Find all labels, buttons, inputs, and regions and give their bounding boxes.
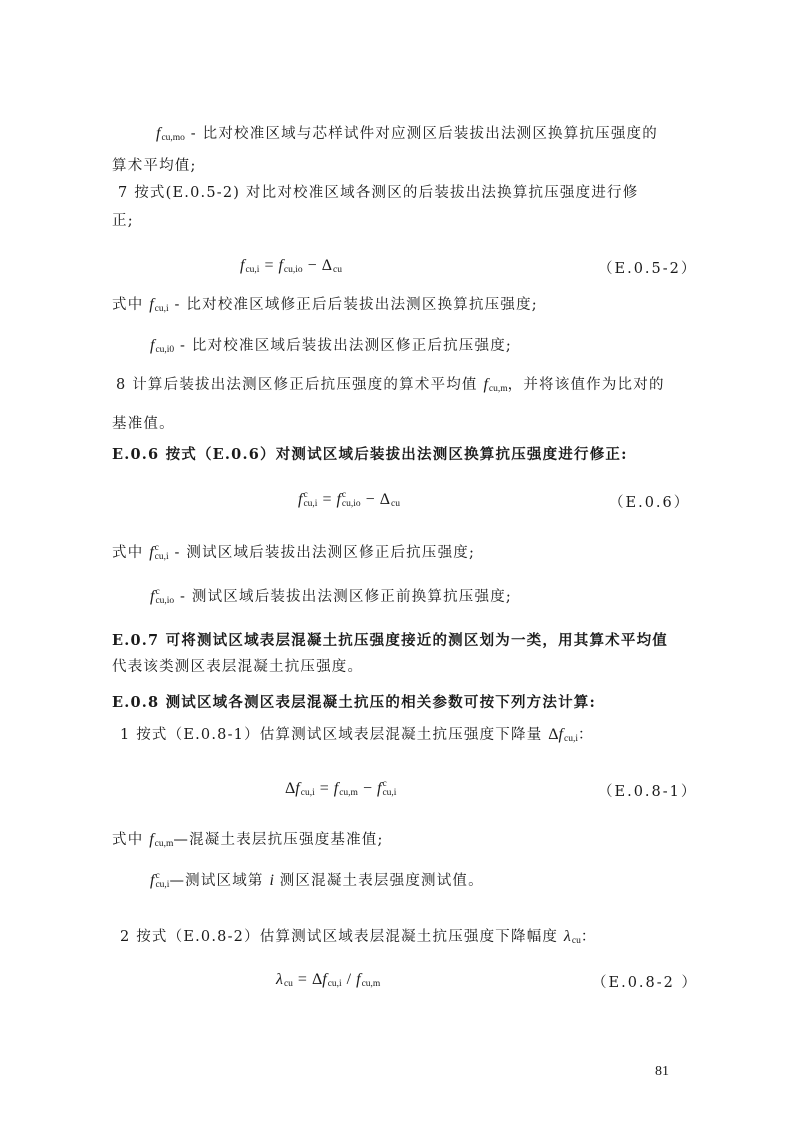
symbol-base: f <box>298 491 303 508</box>
text-run: 7 按式(E.0.5-2) 对比对校准区域各测区的后装拔出法换算抗压强度进行修 <box>118 185 639 201</box>
superscript: c <box>303 490 308 501</box>
superscript: c <box>154 543 159 554</box>
math-symbol <box>149 296 168 313</box>
subscript: cu,io <box>155 596 175 607</box>
text-run: 式中 <box>112 545 150 561</box>
text-run: ： <box>577 727 594 743</box>
text-line <box>112 830 384 850</box>
symbol-base: f <box>376 780 382 797</box>
subscript: cu,m <box>488 384 508 395</box>
equation-number: （E.0.6） <box>609 495 691 511</box>
math-symbol <box>276 971 293 988</box>
math-operator: = <box>322 491 332 508</box>
symbol-base: f <box>356 971 361 988</box>
text-run: —测试区域第 <box>169 873 270 889</box>
symbol-base: f <box>295 780 300 797</box>
text-run: - 测试区域后装拔出法测区修正前换算抗压强度; <box>174 589 512 605</box>
text-line <box>116 375 665 395</box>
text-run: - 比对校准区域修正后后装拔出法测区换算抗压强度; <box>168 297 538 313</box>
math-symbol <box>334 780 358 797</box>
text-run: 2 按式（E.0.8-2）估算测试区域表层混凝土抗压强度下降幅度 <box>120 929 564 945</box>
text-run: 1 按式（E.0.8-1）估算测试区域表层混凝土抗压强度下降量 <box>120 727 549 743</box>
text-line <box>112 631 668 651</box>
symbol-scripts <box>161 125 184 143</box>
text-run: 测区混凝土表层强度测试值。 <box>273 873 484 889</box>
symbol-scripts <box>245 257 259 275</box>
text-line <box>118 183 638 203</box>
symbol-base: f <box>149 544 154 561</box>
symbol-base: f <box>149 831 154 848</box>
text-line <box>112 693 596 713</box>
subscript: cu,i <box>563 734 578 745</box>
math-symbol <box>150 872 169 889</box>
superscript: c <box>382 779 387 790</box>
math-symbol <box>298 491 317 508</box>
math-symbol <box>356 971 380 988</box>
text-line <box>150 871 484 891</box>
subscript: cu <box>332 265 342 276</box>
symbol-scripts <box>362 971 381 989</box>
text-line <box>150 336 512 356</box>
math-symbol <box>380 491 400 508</box>
math-symbol <box>564 928 581 945</box>
symbol-scripts <box>155 296 169 314</box>
symbol-base: f <box>150 872 155 889</box>
formula <box>298 490 400 510</box>
symbol-scripts <box>489 376 508 394</box>
text-line <box>156 124 658 144</box>
symbol-scripts <box>155 872 169 890</box>
text-run: E.0.6 按式（E.0.6）对测试区域后装拔出法测区换算抗压强度进行修正: <box>112 446 628 463</box>
symbol-base: f <box>240 257 245 274</box>
subscript: cu,i <box>303 499 318 510</box>
delta-symbol: Δ <box>285 780 296 797</box>
symbol-base: λ <box>276 971 283 988</box>
text-run: 式中 <box>112 297 150 313</box>
subscript: cu,i <box>327 979 342 990</box>
formula <box>285 779 396 799</box>
page-number: 81 <box>655 1064 669 1079</box>
symbol-scripts <box>342 491 361 509</box>
text-run: - 比对校准区域与芯样试件对应测区后装拔出法测区换算抗压强度的 <box>184 126 658 142</box>
symbol-scripts <box>155 337 174 355</box>
subscript: cu <box>571 936 581 947</box>
math-operator: = <box>319 780 329 797</box>
symbol-base: f <box>149 296 154 313</box>
symbol-base: f <box>336 491 341 508</box>
subscript: cu,i <box>154 304 169 315</box>
symbol-scripts <box>284 971 293 989</box>
math-operator: / <box>346 971 352 988</box>
text-line <box>112 445 628 465</box>
symbol-scripts <box>155 588 174 606</box>
text-run: ，并将该值作为比对的 <box>507 377 665 393</box>
text-line <box>112 657 363 677</box>
math-operator: = <box>264 257 274 274</box>
subscript: cu,m <box>154 839 174 850</box>
text-line <box>120 927 597 947</box>
symbol-base: f <box>483 376 488 393</box>
math-symbol <box>548 726 578 743</box>
subscript: cu,i <box>245 265 260 276</box>
delta-symbol: Δ <box>548 726 559 743</box>
superscript: c <box>341 490 347 501</box>
math-symbol <box>150 588 174 605</box>
symbol-scripts <box>382 780 396 798</box>
text-run: 8 计算后装拔出法测区修正后抗压强度的算术平均值 <box>116 377 484 393</box>
math-symbol <box>336 491 360 508</box>
equation-number: （E.0.5-2） <box>598 261 698 277</box>
math-symbol <box>149 831 173 848</box>
text-run: E.0.7 可将测试区域表层混凝土抗压强度接近的测区划为一类，用其算术平均值 <box>112 632 668 649</box>
symbol-scripts <box>391 491 400 509</box>
symbol-base: f <box>322 971 327 988</box>
delta-symbol: Δ <box>311 971 323 988</box>
superscript: c <box>155 587 160 598</box>
symbol-scripts <box>155 544 169 562</box>
math-symbol <box>312 971 342 988</box>
subscript: cu,m <box>339 788 358 799</box>
math-symbol <box>285 780 315 797</box>
symbol-base: f <box>150 588 155 605</box>
symbol-scripts <box>564 726 578 744</box>
superscript: c <box>155 871 160 882</box>
subscript: cu,i <box>382 788 397 799</box>
symbol-base: f <box>558 726 563 743</box>
math-symbol <box>278 257 302 274</box>
subscript: cu,io <box>341 499 361 510</box>
symbol-base: i <box>269 872 274 889</box>
equation-number: （E.0.8-2 ） <box>592 975 698 991</box>
symbol-base: f <box>278 257 283 274</box>
math-symbol <box>156 125 185 142</box>
subscript: cu,io <box>283 265 303 276</box>
symbol-scripts <box>284 257 303 275</box>
symbol-scripts <box>301 780 315 798</box>
subscript: cu <box>390 499 400 510</box>
text-line <box>150 587 512 607</box>
symbol-base: f <box>150 337 155 354</box>
math-operator: − <box>362 780 372 797</box>
math-operator: = <box>297 971 307 988</box>
math-symbol <box>377 780 396 797</box>
subscript: cu,i <box>155 880 170 891</box>
math-operator: − <box>365 491 375 508</box>
subscript: cu,i0 <box>155 345 175 356</box>
subscript: cu,mo <box>161 133 185 144</box>
math-operator: − <box>307 257 317 274</box>
text-run: 式中 <box>112 832 150 848</box>
subscript: cu <box>283 979 293 990</box>
symbol-scripts <box>339 780 358 798</box>
math-symbol <box>240 257 259 274</box>
text-run: 基准值。 <box>112 416 175 432</box>
text-line <box>112 543 475 563</box>
subscript: cu,i <box>154 552 169 563</box>
symbol-scripts <box>572 928 581 946</box>
math-symbol <box>149 544 168 561</box>
text-run: - 比对校准区域后装拔出法测区修正后抗压强度; <box>174 338 512 354</box>
formula <box>240 256 342 276</box>
text-line <box>112 211 134 231</box>
subscript: cu,m <box>361 979 381 990</box>
delta-symbol: Δ <box>379 491 390 508</box>
math-symbol <box>322 257 342 274</box>
text-run: ： <box>580 929 597 945</box>
symbol-base: f <box>333 780 339 797</box>
delta-symbol: Δ <box>321 257 332 274</box>
text-line <box>112 414 175 434</box>
text-run: —混凝土表层抗压强度基准值; <box>173 832 384 848</box>
text-line <box>120 725 594 745</box>
text-run: 算术平均值; <box>112 158 197 174</box>
text-line <box>112 156 197 176</box>
math-symbol <box>483 376 507 393</box>
text-run: E.0.8 测试区域各测区表层混凝土抗压的相关参数可按下列方法计算: <box>112 694 597 711</box>
symbol-scripts <box>303 491 317 509</box>
text-run: 代表该类测区表层混凝土抗压强度。 <box>112 659 364 675</box>
symbol-base: λ <box>563 928 571 945</box>
text-run: - 测试区域后装拔出法测区修正后抗压强度; <box>168 545 476 561</box>
symbol-scripts <box>155 831 174 849</box>
math-symbol <box>150 337 174 354</box>
symbol-base: f <box>156 125 161 142</box>
text-line <box>112 295 538 315</box>
symbol-scripts <box>328 971 342 989</box>
symbol-scripts <box>333 257 342 275</box>
formula <box>276 970 380 990</box>
subscript: cu,i <box>300 788 315 799</box>
equation-number: （E.0.8-1） <box>598 784 698 800</box>
text-run: 正; <box>112 213 134 229</box>
